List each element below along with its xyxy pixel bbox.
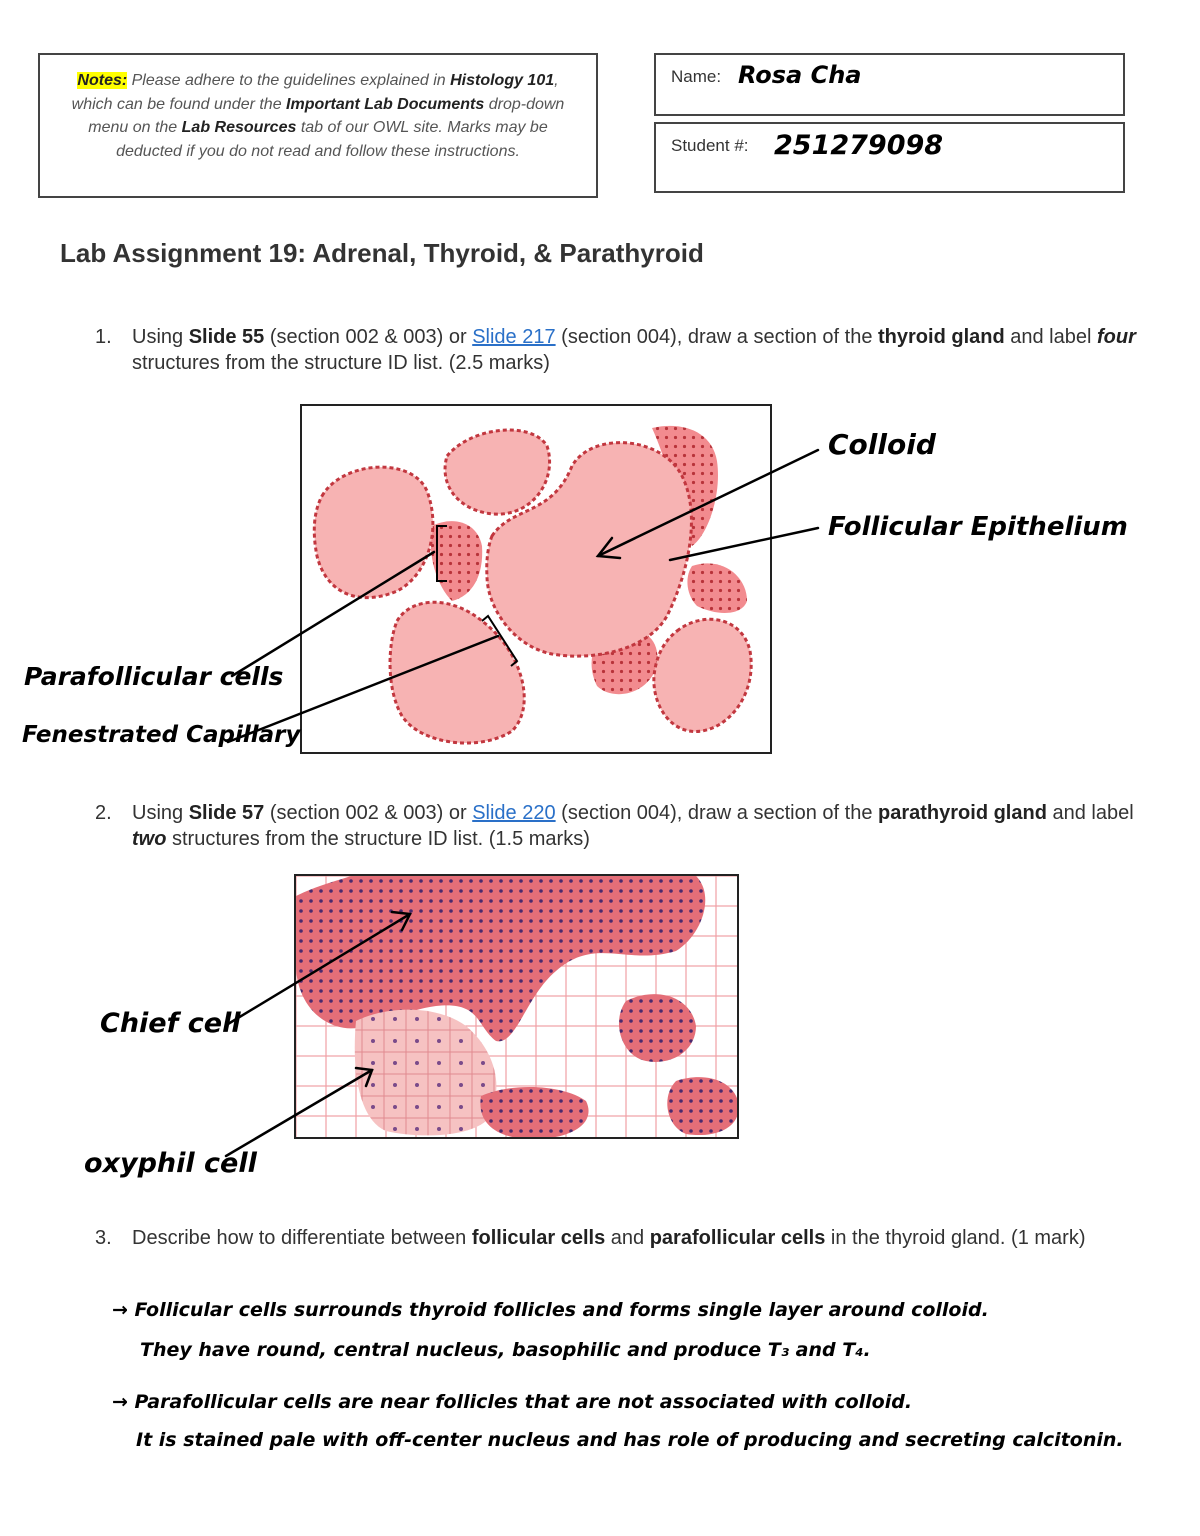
student-number-label: Student #: [671, 136, 749, 155]
notes-bold: Histology 101 [450, 72, 555, 89]
notes-text: Please adhere to the guidelines explained in [127, 72, 451, 89]
label-parafollicular-cells: Parafollicular cells [24, 662, 284, 691]
question-3 [95, 1225, 1155, 1251]
q-text: structures from the structure ID list. (2.5 marks) [132, 352, 550, 374]
q-text: (section 004), draw a section of the [555, 326, 879, 348]
q-bold: follicular cells [471, 1227, 606, 1249]
q-text: Using [132, 802, 189, 824]
name-label: Name: [671, 67, 722, 86]
notes-text: drop-down menu on the [88, 95, 565, 136]
pointer-line [228, 636, 498, 742]
student-number-value: 251279098 [774, 130, 944, 161]
notes-label: Notes: [77, 72, 128, 89]
q-text: Using [132, 326, 189, 348]
q-text: and label [1004, 326, 1097, 348]
q-bold-italic: four [1096, 326, 1136, 348]
pointer-line [226, 1070, 372, 1156]
q-text: structures from the structure ID list. (1.5 marks) [166, 828, 590, 850]
question-number: 2. [95, 802, 112, 824]
q-bold: parathyroid gland [878, 802, 1047, 824]
label-oxyphil-cell: oxyphil cell [84, 1148, 257, 1179]
question-number: 3. [95, 1227, 112, 1249]
page-title: Lab Assignment 19: Adrenal, Thyroid, & Parathyroid [60, 238, 704, 268]
arrow-head [392, 912, 410, 930]
question-number: 1. [95, 326, 112, 348]
label-fenestrated-capillary: Fenestrated Capillary [22, 722, 301, 748]
pointer-line [232, 552, 434, 676]
answer-line: → Parafollicular cells are near follicles that are not associated with colloid. [112, 1391, 913, 1413]
pointer-line [670, 528, 818, 560]
pointer-line [598, 450, 818, 556]
question-2 [95, 800, 1155, 852]
notes-bold: Lab Resources [181, 119, 297, 136]
answer-line: It is stained pale with off-center nucleus and has role of producing and secreting calcitonin. [136, 1429, 1124, 1451]
q-bold-italic: two [132, 828, 167, 850]
pointer-line [228, 914, 410, 1024]
q-text: Describe how to differentiate between [132, 1227, 472, 1249]
label-colloid: Colloid [828, 428, 936, 461]
label-chief-cell: Chief cell [100, 1008, 241, 1039]
q-bold: Slide 57 [188, 802, 265, 824]
notes-bold: Important Lab Documents [286, 95, 485, 113]
answer-line: → Follicular cells surrounds thyroid follicles and forms single layer around colloid. [112, 1299, 989, 1321]
q-bold: Slide 55 [188, 326, 265, 348]
q-text: and label [1046, 802, 1134, 824]
label-follicular-epithelium: Follicular Epithelium [828, 512, 1128, 542]
notes-text: tab of our OWL site. Marks may be deducted if you do not read and follow these instructions. [116, 119, 548, 160]
slide-220-link[interactable]: Slide 220 [472, 802, 556, 824]
slide-217-link[interactable]: Slide 217 [472, 326, 556, 348]
answer-line: They have round, central nucleus, basophilic and produce T₃ and T₄. [140, 1339, 871, 1361]
q-text: and [605, 1227, 650, 1249]
q-bold: parafollicular cells [649, 1227, 826, 1249]
q-text: (section 002 & 003) or [264, 802, 473, 824]
q-bold: thyroid gland [878, 326, 1005, 348]
q-text: in the thyroid gland. (1 mark) [825, 1227, 1086, 1249]
q-text: (section 004), draw a section of the [555, 802, 879, 824]
notes-text: , which can be found under the [71, 72, 559, 113]
name-value: Rosa Cha [738, 61, 862, 89]
q-text: (section 002 & 003) or [264, 326, 473, 348]
